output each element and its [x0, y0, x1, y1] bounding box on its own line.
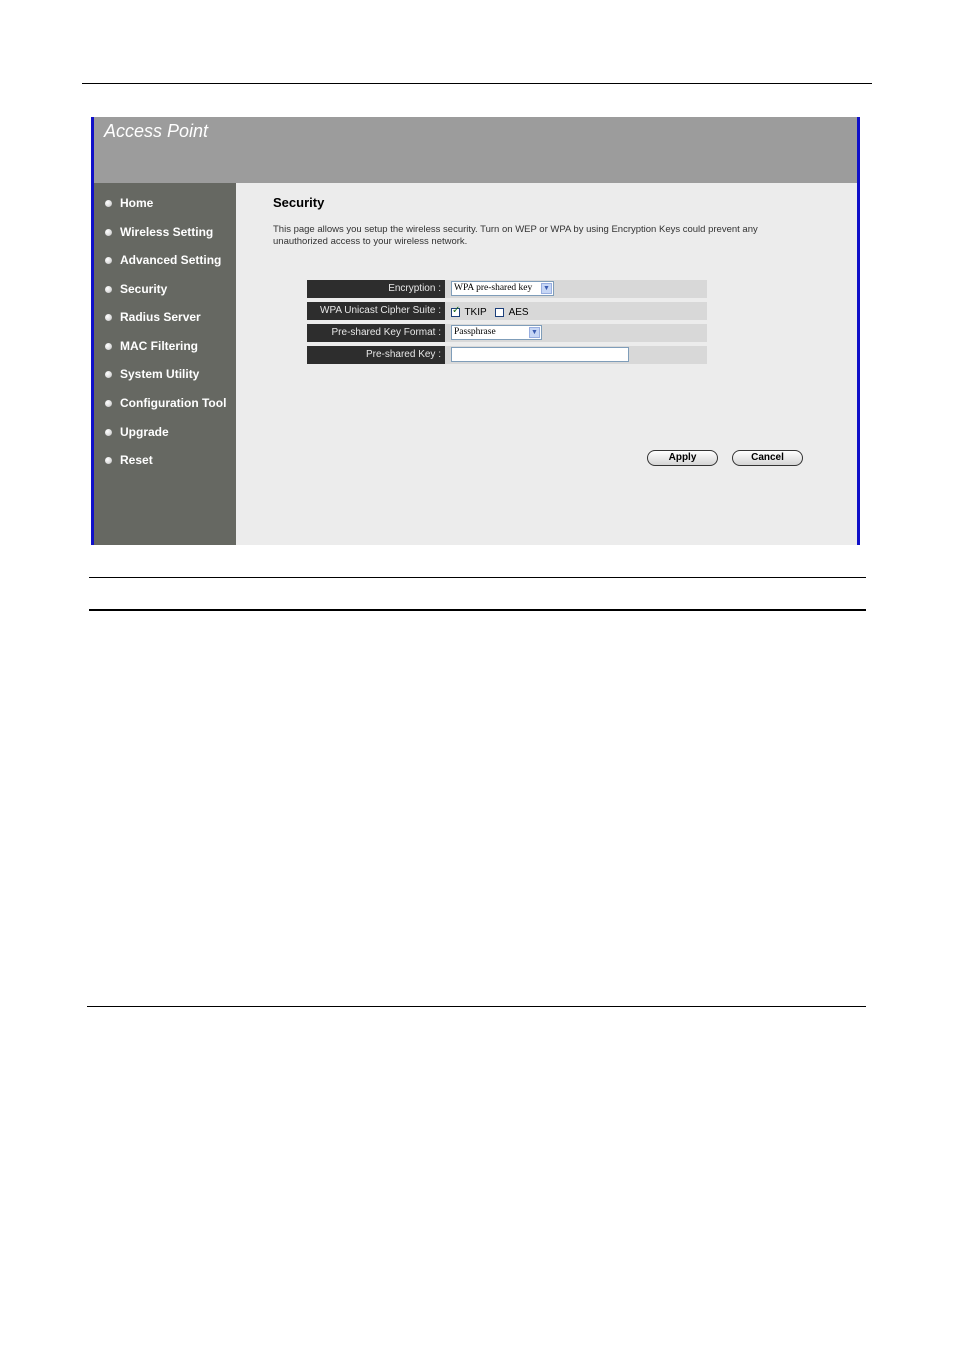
sidebar-nav: [94, 183, 236, 545]
cipher-suite-field: [451, 304, 533, 320]
sidebar-item-home[interactable]: [94, 194, 236, 216]
bullet-icon: [105, 343, 112, 350]
sidebar-item-radius-server[interactable]: [94, 308, 236, 330]
sidebar-item-label: Advanced Setting: [120, 253, 222, 267]
aes-checkbox[interactable]: [495, 308, 504, 317]
page-description: This page allows you setup the wireless security. Turn on WEP or WPA by using Encryption Keys could prevent any unauthorized access to your wireless network.: [273, 224, 758, 247]
pre-shared-key-input[interactable]: [451, 347, 629, 362]
sidebar-item-label: Security: [120, 282, 168, 296]
sidebar-item-label: Wireless Setting: [120, 225, 214, 239]
apply-button[interactable]: Apply: [647, 450, 718, 466]
main-content: [236, 183, 857, 545]
app-title: Access Point: [104, 121, 209, 141]
key-format-row: [307, 324, 707, 342]
sidebar-item-label: Radius Server: [120, 310, 201, 324]
key-format-label: Pre-shared Key Format :: [307, 324, 445, 342]
sidebar-item-label: Home: [120, 196, 154, 210]
sidebar-item-label: Configuration Tool: [120, 396, 227, 410]
bullet-icon: [105, 286, 112, 293]
tkip-checkbox[interactable]: [451, 305, 461, 317]
bullet-icon: [105, 200, 112, 207]
key-format-select[interactable]: [451, 325, 542, 340]
checkmark-icon: ✓: [452, 305, 461, 317]
bullet-icon: [105, 229, 112, 236]
access-point-window: [91, 117, 860, 545]
sidebar-item-wireless-setting[interactable]: [94, 223, 236, 245]
bullet-icon: [105, 257, 112, 264]
sidebar-item-upgrade[interactable]: [94, 423, 236, 445]
sidebar-item-system-utility[interactable]: [94, 365, 236, 387]
bullet-icon: [105, 400, 112, 407]
sidebar-item-advanced-setting[interactable]: [94, 251, 236, 273]
sidebar-item-label: System Utility: [120, 367, 200, 381]
rule-2: [89, 577, 866, 578]
aes-label: AES: [508, 307, 529, 319]
rule-3: [89, 609, 866, 611]
bullet-icon: [105, 457, 112, 464]
sidebar-item-security[interactable]: [94, 280, 236, 302]
header-banner: [94, 117, 857, 183]
sidebar-item-mac-filtering[interactable]: [94, 337, 236, 359]
pre-shared-key-label: Pre-shared Key :: [307, 346, 445, 364]
top-rule: [82, 83, 872, 84]
cipher-suite-row: [307, 302, 707, 320]
chevron-down-icon[interactable]: ▼: [541, 283, 552, 294]
encryption-label: Encryption :: [307, 280, 445, 298]
sidebar-item-label: Reset: [120, 453, 153, 467]
cancel-button[interactable]: Cancel: [732, 450, 803, 466]
rule-4: [87, 1006, 866, 1007]
sidebar-item-configuration-tool[interactable]: [94, 394, 236, 416]
bullet-icon: [105, 314, 112, 321]
encryption-select-value: WPA pre-shared key: [454, 283, 533, 293]
tkip-label: TKIP: [464, 307, 487, 319]
sidebar-item-label: MAC Filtering: [120, 339, 198, 353]
cipher-suite-label: WPA Unicast Cipher Suite :: [307, 302, 445, 320]
page-title: Security: [273, 195, 325, 210]
bullet-icon: [105, 429, 112, 436]
chevron-down-icon[interactable]: ▼: [529, 327, 540, 338]
pre-shared-key-row: [307, 346, 707, 364]
key-format-select-value: Passphrase: [454, 327, 496, 337]
encryption-select[interactable]: [451, 281, 554, 296]
encryption-row: [307, 280, 707, 298]
sidebar-item-reset[interactable]: [94, 451, 236, 473]
sidebar-item-label: Upgrade: [120, 425, 169, 439]
bullet-icon: [105, 371, 112, 378]
